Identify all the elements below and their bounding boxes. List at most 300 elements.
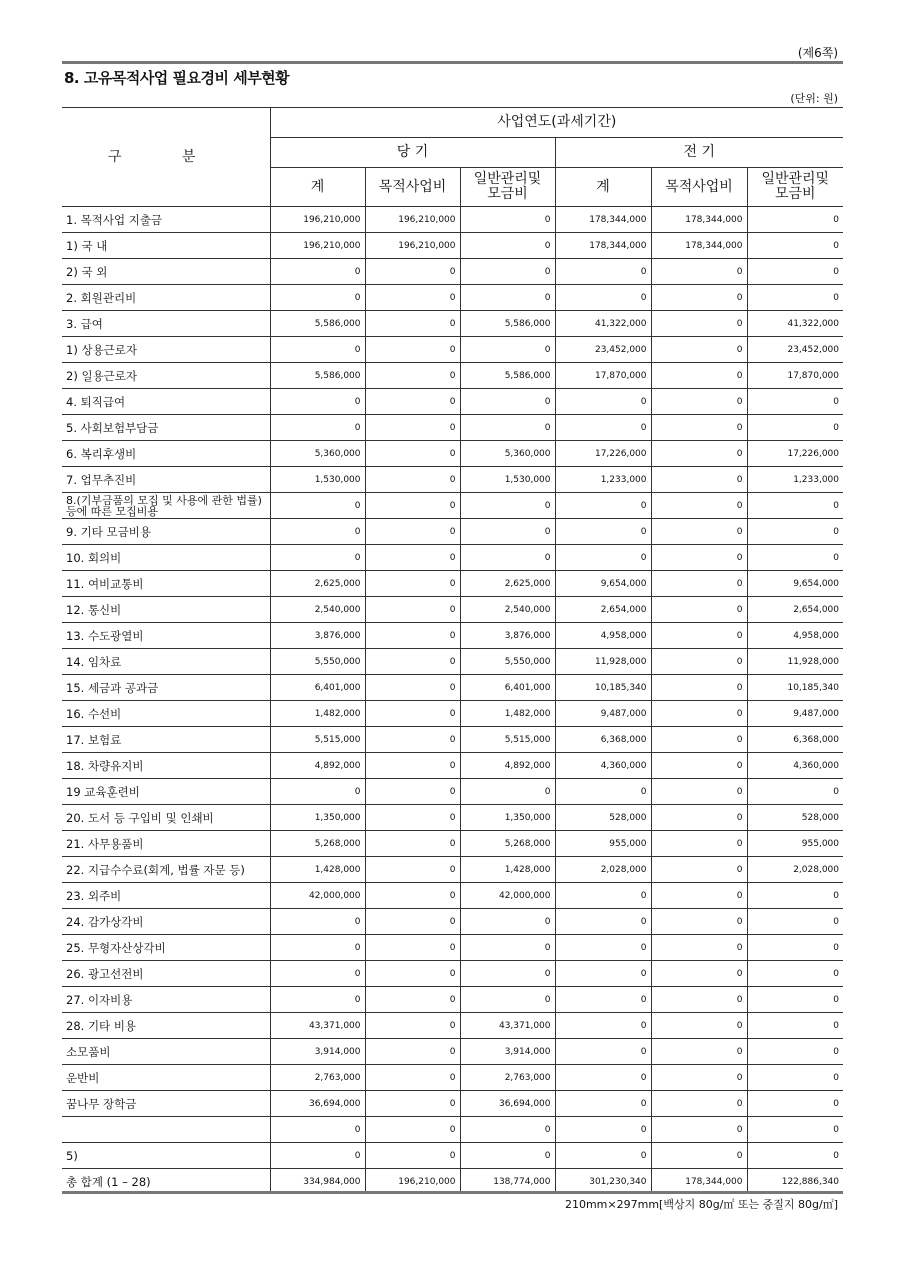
amount-cell: 0	[270, 493, 365, 519]
table-row	[62, 259, 843, 285]
row-label: 5. 사회보험부담금	[62, 415, 270, 441]
amount-cell: 0	[365, 1091, 460, 1117]
amount-cell: 0	[747, 1039, 843, 1065]
amount-cell: 43,371,000	[270, 1013, 365, 1039]
amount-cell: 5,360,000	[460, 441, 555, 467]
bottom-rule	[62, 1191, 843, 1194]
amount-cell: 0	[651, 727, 747, 753]
category-header: 구 분	[62, 108, 270, 207]
amount-cell: 0	[555, 1039, 651, 1065]
amount-cell: 2,654,000	[747, 597, 843, 623]
amount-cell: 0	[555, 909, 651, 935]
row-label: 20. 도서 등 구입비 및 인쇄비	[62, 805, 270, 831]
amount-cell: 0	[651, 987, 747, 1013]
amount-cell: 1,233,000	[747, 467, 843, 493]
amount-cell: 0	[747, 519, 843, 545]
amount-cell: 0	[365, 727, 460, 753]
amount-cell: 0	[270, 935, 365, 961]
amount-cell: 5,515,000	[270, 727, 365, 753]
amount-cell: 0	[651, 519, 747, 545]
amount-cell: 0	[555, 779, 651, 805]
amount-cell: 5,586,000	[270, 363, 365, 389]
amount-cell: 2,763,000	[270, 1065, 365, 1091]
amount-cell: 0	[651, 623, 747, 649]
amount-cell: 0	[747, 207, 843, 233]
row-label: 24. 감가상각비	[62, 909, 270, 935]
amount-cell: 17,870,000	[555, 363, 651, 389]
table-row	[62, 519, 843, 545]
table-row	[62, 831, 843, 857]
column-header-previous-purpose: 목적사업비	[651, 168, 747, 207]
amount-cell: 1,530,000	[270, 467, 365, 493]
amount-cell: 5,268,000	[270, 831, 365, 857]
paper-spec-footer: 210mm×297mm[백상지 80g/㎡ 또는 중질지 80g/㎡]	[564, 1198, 838, 1211]
table-row	[62, 467, 843, 493]
amount-cell: 0	[365, 311, 460, 337]
amount-cell: 0	[460, 233, 555, 259]
table-row	[62, 935, 843, 961]
amount-cell: 0	[747, 233, 843, 259]
amount-cell: 0	[651, 857, 747, 883]
row-label: 9. 기타 모금비용	[62, 519, 270, 545]
table-row	[62, 909, 843, 935]
amount-cell: 178,344,000	[555, 207, 651, 233]
table-row	[62, 1143, 843, 1169]
amount-cell: 0	[365, 935, 460, 961]
amount-cell: 0	[651, 285, 747, 311]
amount-cell: 4,892,000	[270, 753, 365, 779]
amount-cell: 0	[460, 493, 555, 519]
amount-cell: 17,226,000	[747, 441, 843, 467]
table-row	[62, 1117, 843, 1143]
amount-cell: 6,368,000	[555, 727, 651, 753]
amount-cell: 23,452,000	[555, 337, 651, 363]
amount-cell: 17,226,000	[555, 441, 651, 467]
amount-cell: 0	[651, 961, 747, 987]
amount-cell: 0	[747, 883, 843, 909]
amount-cell: 0	[365, 545, 460, 571]
amount-cell: 5,586,000	[270, 311, 365, 337]
amount-cell: 0	[365, 701, 460, 727]
amount-cell: 0	[555, 935, 651, 961]
amount-cell: 0	[747, 415, 843, 441]
amount-cell: 0	[365, 1039, 460, 1065]
table-row	[62, 441, 843, 467]
amount-cell: 0	[651, 1117, 747, 1143]
amount-cell: 0	[747, 987, 843, 1013]
amount-cell: 528,000	[747, 805, 843, 831]
amount-cell: 4,958,000	[747, 623, 843, 649]
amount-cell: 2,763,000	[460, 1065, 555, 1091]
table-row	[62, 389, 843, 415]
amount-cell: 10,185,340	[747, 675, 843, 701]
amount-cell: 196,210,000	[365, 207, 460, 233]
table-row	[62, 675, 843, 701]
amount-cell: 0	[651, 259, 747, 285]
amount-cell: 0	[270, 389, 365, 415]
page-number: (제6쪽)	[797, 46, 838, 60]
amount-cell: 9,487,000	[747, 701, 843, 727]
amount-cell: 0	[555, 285, 651, 311]
amount-cell: 4,360,000	[747, 753, 843, 779]
amount-cell: 41,322,000	[555, 311, 651, 337]
amount-cell: 42,000,000	[270, 883, 365, 909]
unit-label: (단위: 원)	[790, 92, 838, 105]
amount-cell: 9,654,000	[747, 571, 843, 597]
amount-cell: 178,344,000	[651, 1169, 747, 1195]
amount-cell: 11,928,000	[555, 649, 651, 675]
amount-cell: 0	[365, 337, 460, 363]
amount-cell: 0	[460, 207, 555, 233]
row-label: 2. 회원관리비	[62, 285, 270, 311]
amount-cell: 0	[747, 1013, 843, 1039]
amount-cell: 0	[460, 389, 555, 415]
amount-cell: 0	[365, 623, 460, 649]
table-row	[62, 571, 843, 597]
row-label: 12. 통신비	[62, 597, 270, 623]
row-label: 1) 상용근로자	[62, 337, 270, 363]
table-row	[62, 233, 843, 259]
amount-cell: 0	[365, 285, 460, 311]
amount-cell: 1,530,000	[460, 467, 555, 493]
row-label	[62, 1117, 270, 1143]
amount-cell: 0	[270, 285, 365, 311]
table-row	[62, 1039, 843, 1065]
amount-cell: 10,185,340	[555, 675, 651, 701]
amount-cell: 0	[651, 545, 747, 571]
amount-cell: 5,550,000	[460, 649, 555, 675]
row-label: 소모품비	[62, 1039, 270, 1065]
amount-cell: 0	[365, 389, 460, 415]
amount-cell: 0	[651, 389, 747, 415]
amount-cell: 0	[651, 805, 747, 831]
row-label: 26. 광고선전비	[62, 961, 270, 987]
amount-cell: 0	[270, 909, 365, 935]
amount-cell: 196,210,000	[365, 233, 460, 259]
amount-cell: 1,428,000	[460, 857, 555, 883]
amount-cell: 0	[270, 961, 365, 987]
amount-cell: 0	[651, 701, 747, 727]
amount-cell: 0	[651, 753, 747, 779]
expense-table	[62, 107, 843, 1194]
amount-cell: 1,428,000	[270, 857, 365, 883]
amount-cell: 2,654,000	[555, 597, 651, 623]
amount-cell: 17,870,000	[747, 363, 843, 389]
amount-cell: 0	[365, 415, 460, 441]
amount-cell: 0	[651, 1039, 747, 1065]
amount-cell: 178,344,000	[555, 233, 651, 259]
amount-cell: 2,028,000	[555, 857, 651, 883]
row-label: 운반비	[62, 1065, 270, 1091]
amount-cell: 0	[555, 1013, 651, 1039]
table-row	[62, 727, 843, 753]
amount-cell: 0	[365, 363, 460, 389]
amount-cell: 4,958,000	[555, 623, 651, 649]
amount-cell: 5,360,000	[270, 441, 365, 467]
amount-cell: 0	[555, 389, 651, 415]
amount-cell: 9,487,000	[555, 701, 651, 727]
amount-cell: 0	[365, 805, 460, 831]
amount-cell: 41,322,000	[747, 311, 843, 337]
amount-cell: 0	[651, 779, 747, 805]
amount-cell: 23,452,000	[747, 337, 843, 363]
current-period-header: 당 기	[270, 138, 555, 168]
period-group-header: 사업연도(과세기간)	[270, 108, 843, 138]
amount-cell: 955,000	[555, 831, 651, 857]
amount-cell: 0	[747, 545, 843, 571]
amount-cell: 0	[365, 597, 460, 623]
row-label: 1) 국 내	[62, 233, 270, 259]
amount-cell: 6,401,000	[460, 675, 555, 701]
amount-cell: 0	[460, 961, 555, 987]
table-row	[62, 207, 843, 233]
amount-cell: 1,350,000	[460, 805, 555, 831]
amount-cell: 0	[365, 753, 460, 779]
table-row	[62, 649, 843, 675]
row-label: 27. 이자비용	[62, 987, 270, 1013]
amount-cell: 0	[747, 935, 843, 961]
table-row	[62, 857, 843, 883]
amount-cell: 0	[270, 337, 365, 363]
amount-cell: 0	[651, 337, 747, 363]
row-label: 2) 국 외	[62, 259, 270, 285]
column-header-current-admin: 일반관리및 모금비	[460, 168, 555, 207]
amount-cell: 0	[747, 1143, 843, 1169]
table-row	[62, 753, 843, 779]
table-row	[62, 1013, 843, 1039]
table-row	[62, 363, 843, 389]
row-label: 14. 임차료	[62, 649, 270, 675]
amount-cell: 0	[651, 467, 747, 493]
amount-cell: 5,586,000	[460, 363, 555, 389]
amount-cell: 0	[747, 259, 843, 285]
amount-cell: 0	[460, 285, 555, 311]
amount-cell: 0	[365, 675, 460, 701]
amount-cell: 0	[365, 493, 460, 519]
amount-cell: 2,625,000	[270, 571, 365, 597]
row-label: 15. 세금과 공과금	[62, 675, 270, 701]
row-label: 19 교육훈련비	[62, 779, 270, 805]
table-row	[62, 805, 843, 831]
table-row	[62, 883, 843, 909]
amount-cell: 528,000	[555, 805, 651, 831]
top-rule	[62, 61, 843, 64]
previous-period-header: 전 기	[555, 138, 843, 168]
section-title: 8. 고유목적사업 필요경비 세부현황	[64, 69, 290, 87]
amount-cell: 5,515,000	[460, 727, 555, 753]
table-row	[62, 623, 843, 649]
amount-cell: 0	[747, 389, 843, 415]
amount-cell: 0	[460, 545, 555, 571]
amount-cell: 0	[460, 987, 555, 1013]
column-header-current-total: 계	[270, 168, 365, 207]
row-label: 7. 업무추진비	[62, 467, 270, 493]
column-header-previous-total: 계	[555, 168, 651, 207]
amount-cell: 0	[460, 935, 555, 961]
amount-cell: 2,540,000	[270, 597, 365, 623]
table-row	[62, 493, 843, 519]
row-label: 8.(기부금품의 모집 및 사용에 관한 법률) 등에 따른 모집비용	[62, 493, 270, 519]
amount-cell: 3,914,000	[270, 1039, 365, 1065]
table-row	[62, 337, 843, 363]
row-label: 18. 차량유지비	[62, 753, 270, 779]
amount-cell: 0	[651, 571, 747, 597]
amount-cell: 4,892,000	[460, 753, 555, 779]
amount-cell: 0	[270, 987, 365, 1013]
amount-cell: 5,586,000	[460, 311, 555, 337]
amount-cell: 0	[651, 597, 747, 623]
amount-cell: 0	[460, 779, 555, 805]
row-label: 4. 퇴직급여	[62, 389, 270, 415]
amount-cell: 0	[270, 519, 365, 545]
amount-cell: 0	[460, 1143, 555, 1169]
amount-cell: 0	[651, 441, 747, 467]
amount-cell: 0	[747, 493, 843, 519]
amount-cell: 0	[651, 1143, 747, 1169]
amount-cell: 0	[651, 363, 747, 389]
table-row	[62, 311, 843, 337]
amount-cell: 0	[555, 259, 651, 285]
amount-cell: 0	[365, 649, 460, 675]
amount-cell: 0	[460, 1117, 555, 1143]
amount-cell: 0	[365, 1143, 460, 1169]
amount-cell: 0	[555, 883, 651, 909]
amount-cell: 122,886,340	[747, 1169, 843, 1195]
row-label: 꿈나무 장학금	[62, 1091, 270, 1117]
amount-cell: 0	[270, 545, 365, 571]
amount-cell: 0	[365, 961, 460, 987]
amount-cell: 3,914,000	[460, 1039, 555, 1065]
row-label: 13. 수도광열비	[62, 623, 270, 649]
amount-cell: 0	[651, 649, 747, 675]
amount-cell: 0	[270, 1143, 365, 1169]
amount-cell: 0	[555, 519, 651, 545]
table-row	[62, 961, 843, 987]
table-row	[62, 415, 843, 441]
amount-cell: 0	[365, 1013, 460, 1039]
row-label: 총 합계 (1 – 28)	[62, 1169, 270, 1195]
amount-cell: 2,540,000	[460, 597, 555, 623]
amount-cell: 0	[270, 1117, 365, 1143]
amount-cell: 0	[460, 519, 555, 545]
amount-cell: 3,876,000	[460, 623, 555, 649]
amount-cell: 196,210,000	[365, 1169, 460, 1195]
table-row	[62, 285, 843, 311]
amount-cell: 0	[747, 285, 843, 311]
amount-cell: 0	[555, 1091, 651, 1117]
amount-cell: 0	[365, 987, 460, 1013]
amount-cell: 0	[365, 571, 460, 597]
amount-cell: 0	[651, 831, 747, 857]
amount-cell: 0	[651, 909, 747, 935]
amount-cell: 5,550,000	[270, 649, 365, 675]
amount-cell: 0	[555, 961, 651, 987]
amount-cell: 0	[747, 1117, 843, 1143]
amount-cell: 6,368,000	[747, 727, 843, 753]
amount-cell: 0	[555, 1117, 651, 1143]
amount-cell: 0	[747, 1091, 843, 1117]
table-row	[62, 1065, 843, 1091]
amount-cell: 0	[365, 857, 460, 883]
amount-cell: 334,984,000	[270, 1169, 365, 1195]
amount-cell: 9,654,000	[555, 571, 651, 597]
amount-cell: 301,230,340	[555, 1169, 651, 1195]
amount-cell: 4,360,000	[555, 753, 651, 779]
amount-cell: 36,694,000	[270, 1091, 365, 1117]
amount-cell: 6,401,000	[270, 675, 365, 701]
amount-cell: 0	[651, 1091, 747, 1117]
amount-cell: 0	[365, 883, 460, 909]
amount-cell: 0	[747, 961, 843, 987]
row-label: 28. 기타 비용	[62, 1013, 270, 1039]
row-label: 2) 일용근로자	[62, 363, 270, 389]
amount-cell: 0	[555, 1143, 651, 1169]
amount-cell: 955,000	[747, 831, 843, 857]
amount-cell: 36,694,000	[460, 1091, 555, 1117]
amount-cell: 0	[651, 675, 747, 701]
row-label: 25. 무형자산상각비	[62, 935, 270, 961]
amount-cell: 0	[365, 519, 460, 545]
amount-cell: 0	[651, 935, 747, 961]
amount-cell: 0	[270, 415, 365, 441]
amount-cell: 0	[651, 1013, 747, 1039]
amount-cell: 0	[747, 909, 843, 935]
row-label: 23. 외주비	[62, 883, 270, 909]
amount-cell: 0	[365, 909, 460, 935]
amount-cell: 5,268,000	[460, 831, 555, 857]
amount-cell: 0	[747, 1065, 843, 1091]
amount-cell: 0	[747, 779, 843, 805]
amount-cell: 0	[365, 1065, 460, 1091]
amount-cell: 0	[365, 1117, 460, 1143]
amount-cell: 0	[460, 259, 555, 285]
row-label: 16. 수선비	[62, 701, 270, 727]
row-label: 3. 급여	[62, 311, 270, 337]
amount-cell: 178,344,000	[651, 233, 747, 259]
amount-cell: 0	[365, 779, 460, 805]
amount-cell: 0	[365, 467, 460, 493]
amount-cell: 1,482,000	[270, 701, 365, 727]
amount-cell: 0	[651, 1065, 747, 1091]
amount-cell: 2,028,000	[747, 857, 843, 883]
amount-cell: 0	[555, 987, 651, 1013]
amount-cell: 0	[365, 259, 460, 285]
amount-cell: 0	[270, 259, 365, 285]
amount-cell: 0	[460, 415, 555, 441]
table-row	[62, 987, 843, 1013]
amount-cell: 178,344,000	[651, 207, 747, 233]
row-label: 5)	[62, 1143, 270, 1169]
amount-cell: 43,371,000	[460, 1013, 555, 1039]
table-row	[62, 779, 843, 805]
row-label: 21. 사무용품비	[62, 831, 270, 857]
row-label: 6. 복리후생비	[62, 441, 270, 467]
amount-cell: 0	[651, 415, 747, 441]
table-row	[62, 701, 843, 727]
amount-cell: 42,000,000	[460, 883, 555, 909]
amount-cell: 196,210,000	[270, 233, 365, 259]
amount-cell: 0	[460, 909, 555, 935]
amount-cell: 0	[651, 493, 747, 519]
amount-cell: 138,774,000	[460, 1169, 555, 1195]
amount-cell: 0	[365, 441, 460, 467]
amount-cell: 0	[555, 493, 651, 519]
table-row	[62, 545, 843, 571]
amount-cell: 0	[651, 311, 747, 337]
row-label: 11. 여비교통비	[62, 571, 270, 597]
row-label: 10. 회의비	[62, 545, 270, 571]
column-header-current-purpose: 목적사업비	[365, 168, 460, 207]
